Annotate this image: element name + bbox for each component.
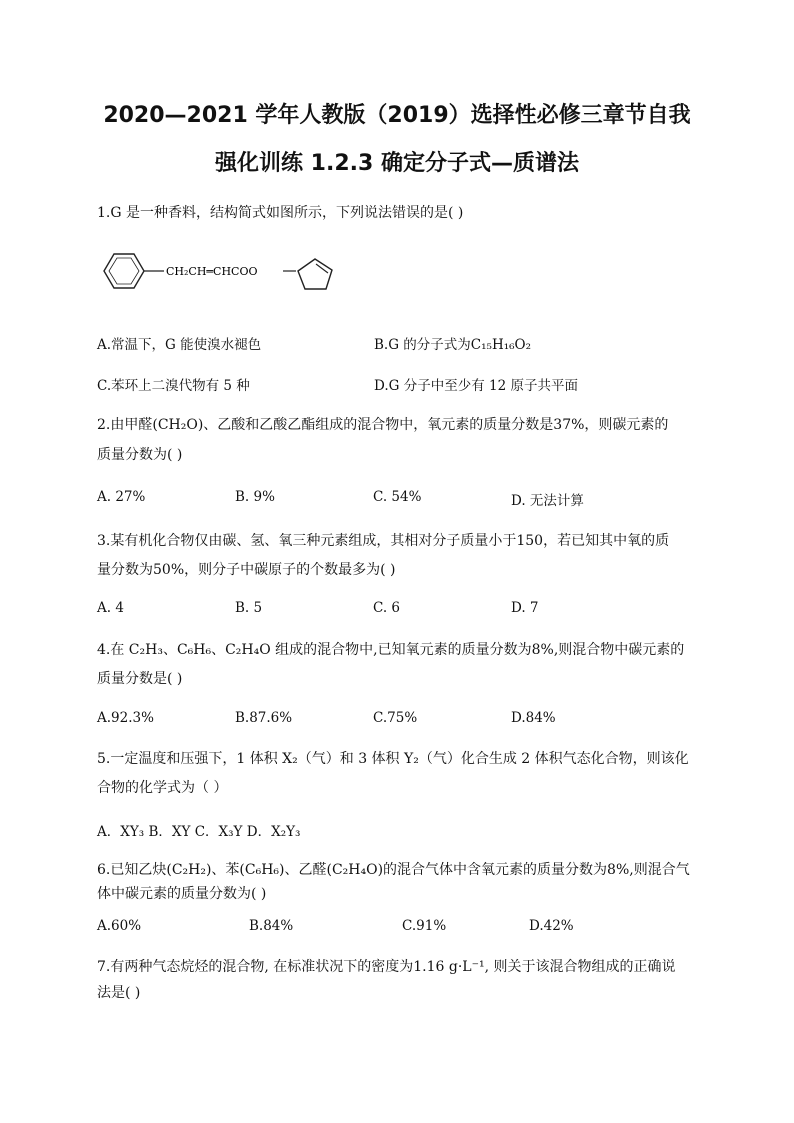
option-b: B. 5: [235, 600, 263, 616]
option-d: D. 无法计算: [511, 493, 584, 509]
question-6-line2: 体中碳元素的质量分数为( ): [97, 886, 267, 902]
option-b: B.84%: [249, 918, 294, 934]
option-d: D.42%: [529, 918, 574, 934]
option-a: A. 4: [97, 600, 124, 616]
question-5-line2: 合物的化学式为（ ）: [97, 780, 228, 796]
question-2-line2: 质量分数为( ): [97, 447, 183, 463]
option-c: C.75%: [373, 710, 418, 726]
question-1-stem: 1.G 是一种香料，结构简式如图所示，下列说法错误的是( ): [97, 205, 464, 221]
option-c: C.91%: [402, 918, 447, 934]
question-4-line2: 质量分数是( ): [97, 671, 183, 687]
option-b: B. 9%: [235, 489, 275, 505]
formula-c15h16o2: C₁₅H₁₆O₂: [470, 337, 532, 353]
option-a: A.60%: [97, 918, 142, 934]
benzene-inner-ring: [109, 258, 139, 284]
question-4-line1: 4.在 C₂H₃、C₆H₆、C₂H₄O 组成的混合物中,已知氧元素的质量分数为8%,则混合物中碳元素的: [97, 642, 685, 658]
option-b-text: B.G 的分子式为: [374, 337, 471, 353]
question-2-line1: 2.由甲醛(CH₂O)、乙酸和乙酸乙酯组成的混合物中，氧元素的质量分数是37%，则碳元素的: [97, 417, 669, 433]
cyclopentene-double-bond: [316, 264, 328, 273]
option-a: A. 27%: [97, 489, 146, 505]
question-7-line2: 法是( ): [97, 985, 141, 1001]
question-5-options-text: A．XY₃ B．XY C．X₃Y D．X₂Y₃: [97, 824, 301, 840]
option-b: [374, 333, 531, 353]
question-3-line1: 3.某有机化合物仅由碳、氢、氧三种元素组成，其相对分子质量小于150，若已知其中氧的质: [97, 533, 670, 549]
option-d: D. 7: [511, 600, 539, 616]
option-c: C. 6: [373, 600, 401, 616]
benzene-ring: [104, 254, 144, 288]
option-d: D.84%: [511, 710, 556, 726]
structure-diagram: [100, 240, 360, 302]
cyclopentene-ring: [298, 259, 332, 289]
question-6-line1: 6.已知乙炔(C₂H₂)、苯(C₆H₆)、乙醛(C₂H₄O)的混合气体中含氧元素的质量分数为8%,则混合气: [97, 862, 690, 878]
doc-title-line1: 2020—2021 学年人教版（2019）选择性必修三章节自我: [103, 103, 691, 128]
option-c: C. 54%: [373, 489, 422, 505]
doc-title-line2: 强化训练 1.2.3 确定分子式—质谱法: [215, 151, 579, 176]
question-7-line1: 7.有两种气态烷烃的混合物, 在标准状况下的密度为1.16 g·L⁻¹, 则关于该混合物组成的正确说: [97, 959, 676, 975]
option-c: C.苯环上二溴代物有 5 种: [97, 378, 250, 394]
question-3-line2: 量分数为50%，则分子中碳原子的个数最多为( ): [97, 562, 396, 578]
structure-chain-label: CH₂CH═CHCOO: [166, 265, 258, 278]
option-b: B.87.6%: [235, 710, 293, 726]
option-a: A.常温下，G 能使溴水褪色: [97, 337, 262, 353]
option-d: D.G 分子中至少有 12 原子共平面: [374, 378, 578, 394]
option-a: A.92.3%: [97, 710, 154, 726]
question-5-line1: 5.一定温度和压强下，1 体积 X₂（气）和 3 体积 Y₂（气）化合生成 2 体积气态化合物，则该化: [97, 751, 689, 767]
